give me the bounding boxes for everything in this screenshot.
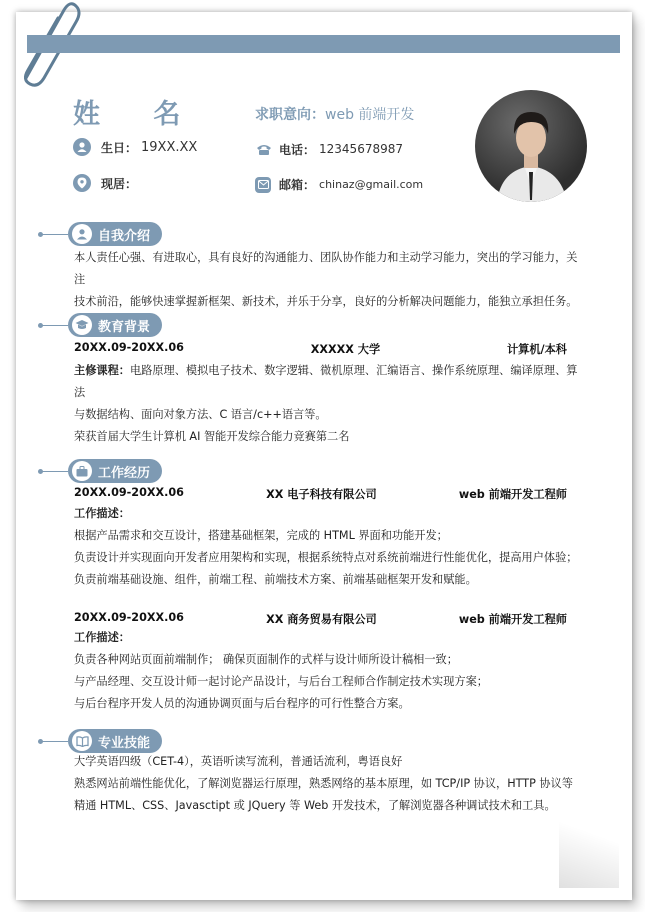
email-value: chinaz@gmail.com <box>319 178 424 191</box>
self-intro-text <box>74 247 584 313</box>
job-description <box>74 503 584 591</box>
job-position: web 前端开发工程师 <box>458 488 567 501</box>
phone-value: 12345678987 <box>319 142 403 156</box>
phone-row <box>255 140 403 158</box>
section-self-intro-header <box>40 222 162 246</box>
section-title: 自我介绍 <box>98 228 151 244</box>
education-summary-row <box>74 341 567 357</box>
user-icon <box>73 138 91 156</box>
job-desc-line: 负责前端基础设施、组件，前端工程、前端技术方案、前端基础框架开发和赋能。 <box>74 573 477 586</box>
section-pill <box>68 222 162 246</box>
job-intent-label: 求职意向： <box>255 107 325 123</box>
self-intro-line: 技术前沿，能够快速掌握新框架、新技术，并乐于分享，良好的分析解决问题能力，能独立承担任务。 <box>74 295 578 308</box>
education-major: 计算机/本科 <box>506 343 567 356</box>
birthday-value: 19XX.XX <box>141 139 198 155</box>
skills-line: 大学英语四级（CET-4），英语听读写流利，普通话流利，粤语良好 <box>74 755 403 768</box>
book-icon <box>72 731 92 751</box>
self-intro-line: 本人责任心强、有进取心，具有良好的沟通能力、团队协作能力和主动学习能力，突出的学习能力，关注 <box>74 251 578 286</box>
award-line: 荣获首届大学生计算机 AI 智能开发综合能力竞赛第二名 <box>74 430 350 443</box>
section-connector <box>40 234 68 235</box>
residence-label: 现居： <box>101 176 138 191</box>
birthday-row <box>73 138 197 156</box>
section-pill <box>68 313 162 337</box>
section-title: 工作经历 <box>98 465 151 481</box>
briefcase-icon <box>72 461 92 481</box>
section-pill <box>68 729 162 753</box>
email-row <box>255 176 423 193</box>
education-school: XXXXX 大学 <box>310 343 381 356</box>
job-intent-value: web 前端开发 <box>325 107 415 123</box>
section-connector <box>40 471 68 472</box>
mail-icon <box>255 177 271 193</box>
email-label: 邮箱： <box>279 178 316 192</box>
section-title: 专业技能 <box>98 735 151 751</box>
section-connector <box>40 741 68 742</box>
job-summary-row <box>74 486 567 502</box>
job-desc-label: 工作描述： <box>74 507 130 520</box>
courses-text: 电路原理、模拟电子技术、数字逻辑、微机原理、汇编语言、操作系统原理、编译原理、算法 <box>74 364 578 399</box>
skills-text <box>74 751 594 817</box>
person-icon <box>72 224 92 244</box>
section-title: 教育背景 <box>98 319 151 335</box>
phone-icon <box>255 140 273 158</box>
job-period: 20XX.09-20XX.06 <box>74 486 184 499</box>
job-summary-row <box>74 611 567 627</box>
courses-line <box>74 360 584 404</box>
job-desc-label: 工作描述： <box>74 631 130 644</box>
education-details <box>74 360 584 448</box>
skills-line: 精通 HTML、CSS、Javasctipt 或 JQuery 等 Web 开发技术，了解浏览器各种调试技术和工具。 <box>74 799 556 812</box>
job-description <box>74 627 584 715</box>
job-desc-line: 与后台程序开发人员的沟通协调页面与后台程序的可行性整合方案。 <box>74 697 410 710</box>
section-work-header <box>40 459 162 483</box>
section-pill <box>68 459 162 483</box>
job-period: 20XX.09-20XX.06 <box>74 611 184 624</box>
skills-line: 熟悉网站前端性能优化，了解浏览器运行原理，熟悉网络的基本原理，如 TCP/IP 协议，HTTP 协议等 <box>74 777 573 790</box>
candidate-name: 姓 名 <box>73 99 203 130</box>
section-connector <box>40 325 68 326</box>
job-desc-line: 根据产品需求和交互设计，搭建基础框架，完成的 HTML 界面和功能开发； <box>74 529 448 542</box>
courses-label: 主修课程： <box>74 364 130 377</box>
job-company: XX 电子科技有限公司 <box>266 488 377 501</box>
job-position: web 前端开发工程师 <box>458 613 567 626</box>
header-bar <box>27 35 620 53</box>
job-desc-line: 与产品经理、交互设计师一起讨论产品设计，与后台工程师合作制定技术实现方案； <box>74 675 488 688</box>
profile-photo <box>475 90 587 202</box>
location-pin-icon <box>73 174 91 192</box>
residence-row <box>73 174 141 192</box>
birthday-label: 生日： <box>101 140 138 155</box>
job-intent <box>255 104 414 124</box>
section-education-header <box>40 313 162 337</box>
courses-line: 与数据结构、面向对象方法、C 语言/c++语言等。 <box>74 408 327 421</box>
section-skills-header <box>40 729 162 753</box>
education-period: 20XX.09-20XX.06 <box>74 341 184 354</box>
job-desc-line: 负责设计并实现面向开发者应用架构和实现，根据系统特点对系统前端进行性能优化，提高用户体验； <box>74 551 578 564</box>
phone-label: 电话： <box>279 142 316 157</box>
graduation-cap-icon <box>72 315 92 335</box>
job-desc-line: 负责各种网站页面前端制作； 确保页面制作的式样与设计师所设计稿相一致； <box>74 653 458 666</box>
job-company: XX 商务贸易有限公司 <box>266 613 377 626</box>
